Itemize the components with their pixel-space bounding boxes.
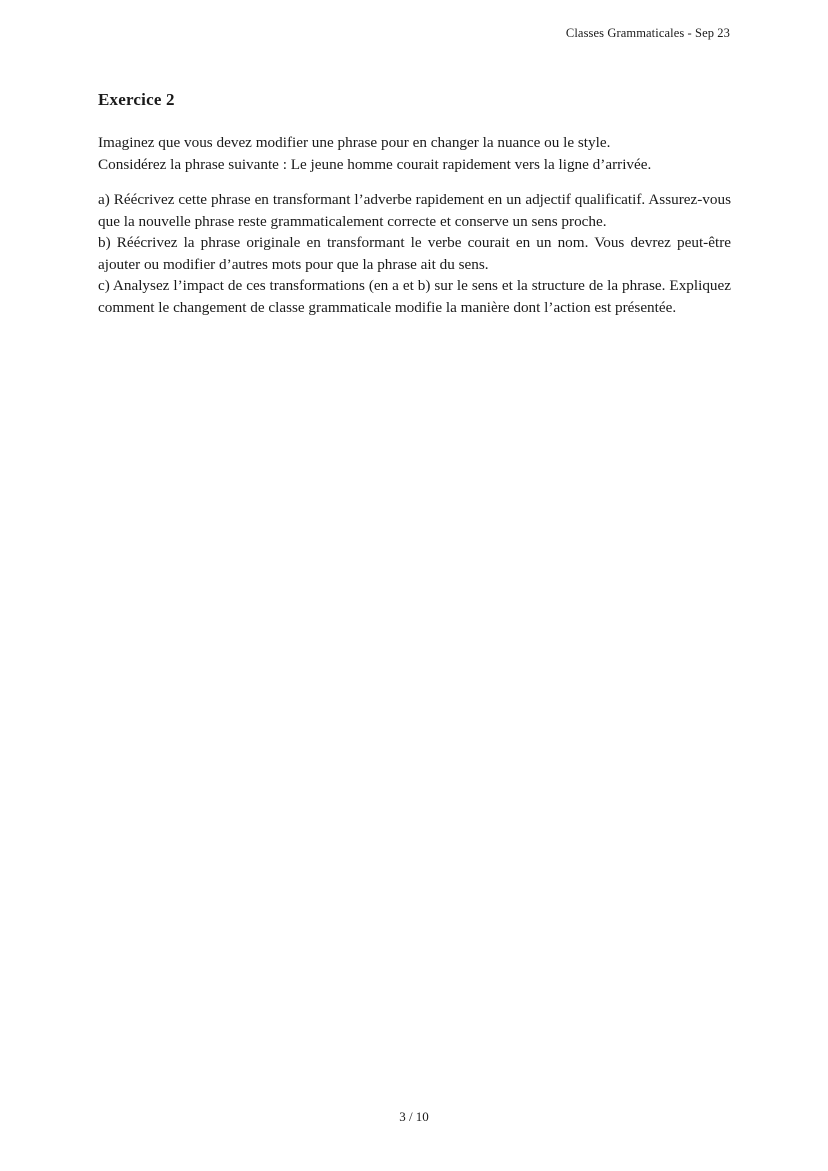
intro-paragraph	[98, 132, 731, 175]
page-title: Exercice 2	[98, 90, 175, 109]
page-number: 3 / 10	[399, 1109, 429, 1124]
intro-line-2: Considérez la phrase suivante : Le jeune homme courait rapidement vers la ligne d’arrivée.	[98, 155, 652, 173]
intro-line-1: Imaginez que vous devez modifier une phrase pour en changer la nuance ou le style.	[98, 134, 611, 151]
document-body	[98, 90, 731, 318]
exercise-item-b: b) Réécrivez la phrase originale en transformant le verbe courait en un nom. Vous devrez peut-être ajouter ou modifier d’autres mots pour que la phrase ait du sens.	[98, 234, 731, 273]
running-head: Classes Grammaticales - Sep 23	[565, 26, 730, 40]
exercise-items	[98, 189, 731, 318]
exercise-item-a: a) Réécrivez cette phrase en transformant l’adverbe rapidement en un adjectif qualificatif. Assurez-vous que la nouvelle phrase reste grammaticalement correcte et conserve un sens proche.	[98, 191, 731, 230]
exercise-item-c: c) Analysez l’impact de ces transformations (en a et b) sur le sens et la structure de la phrase. Expliquez comment le changement de classe grammaticale modifie la manière dont l’action est présentée.	[98, 277, 731, 316]
